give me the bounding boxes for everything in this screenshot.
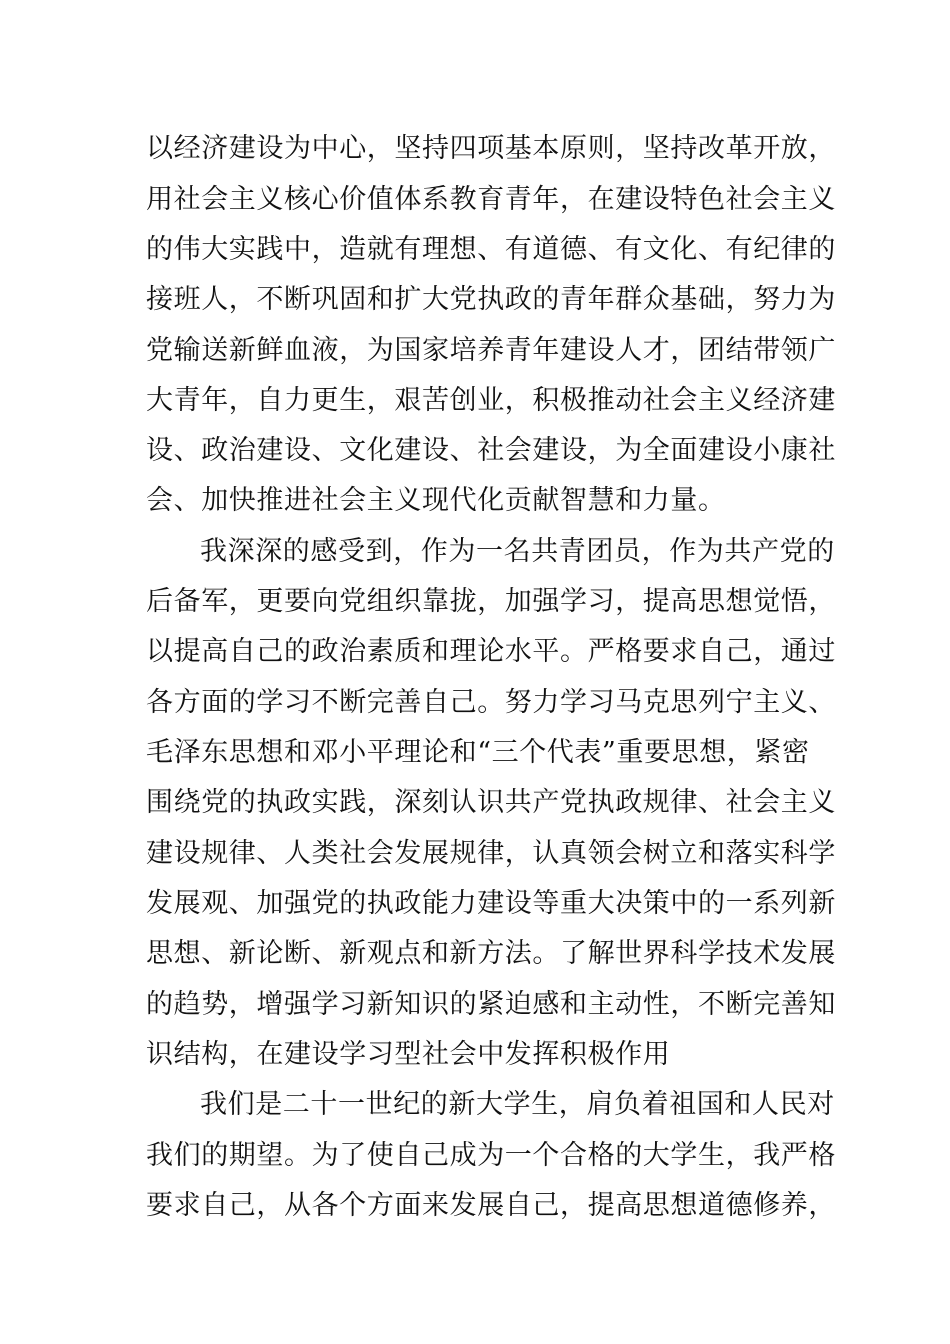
text-line: 思想、新论断、新观点和新方法。了解世界科学技术发展: [146, 938, 836, 969]
text-line: 要求自己，从各个方面来发展自己，提高思想道德修养，: [146, 1190, 836, 1221]
text-line: 发展观、加强党的执政能力建设等重大决策中的一系列新: [146, 888, 836, 919]
text-line: 毛泽东思想和邓小平理论和“三个代表”重要思想，紧密: [146, 737, 810, 768]
text-line: 围绕党的执政实践，深刻认识共产党执政规律、社会主义: [146, 787, 836, 818]
text-line: 各方面的学习不断完善自己。努力学习马克思列宁主义、: [146, 687, 836, 718]
text-line: 党输送新鲜血液，为国家培养青年建设人才，团结带领广: [146, 335, 836, 366]
text-line: 的伟大实践中，造就有理想、有道德、有文化、有纪律的: [146, 234, 836, 265]
text-line: 识结构，在建设学习型社会中发挥积极作用: [146, 1039, 671, 1070]
text-line: 用社会主义核心价值体系教育青年，在建设特色社会主义: [146, 184, 836, 215]
text-line: 后备军，更要向党组织靠拢，加强学习，提高思想觉悟，: [146, 586, 836, 617]
text-line: 以提高自己的政治素质和理论水平。严格要求自己，通过: [146, 636, 836, 667]
text-line: 会、加快推进社会主义现代化贡献智慧和力量。: [146, 485, 726, 516]
text-line: 接班人，不断巩固和扩大党执政的青年群众基础，努力为: [146, 284, 836, 315]
text-line: 以经济建设为中心，坚持四项基本原则，坚持改革开放，: [146, 133, 836, 164]
paragraph-first-line: 我深深的感受到，作为一名共青团员，作为共产党的: [200, 536, 835, 567]
text-line: 大青年，自力更生，艰苦创业，积极推动社会主义经济建: [146, 385, 836, 416]
paragraph-first-line: 我们是二十一世纪的新大学生，肩负着祖国和人民对: [200, 1089, 835, 1120]
text-line: 设、政治建设、文化建设、社会建设，为全面建设小康社: [146, 435, 836, 466]
text-line: 我们的期望。为了使自己成为一个合格的大学生，我严格: [146, 1140, 836, 1171]
text-line: 的趋势，增强学习新知识的紧迫感和主动性，不断完善知: [146, 989, 836, 1020]
text-line: 建设规律、人类社会发展规律，认真领会树立和落实科学: [146, 838, 836, 869]
